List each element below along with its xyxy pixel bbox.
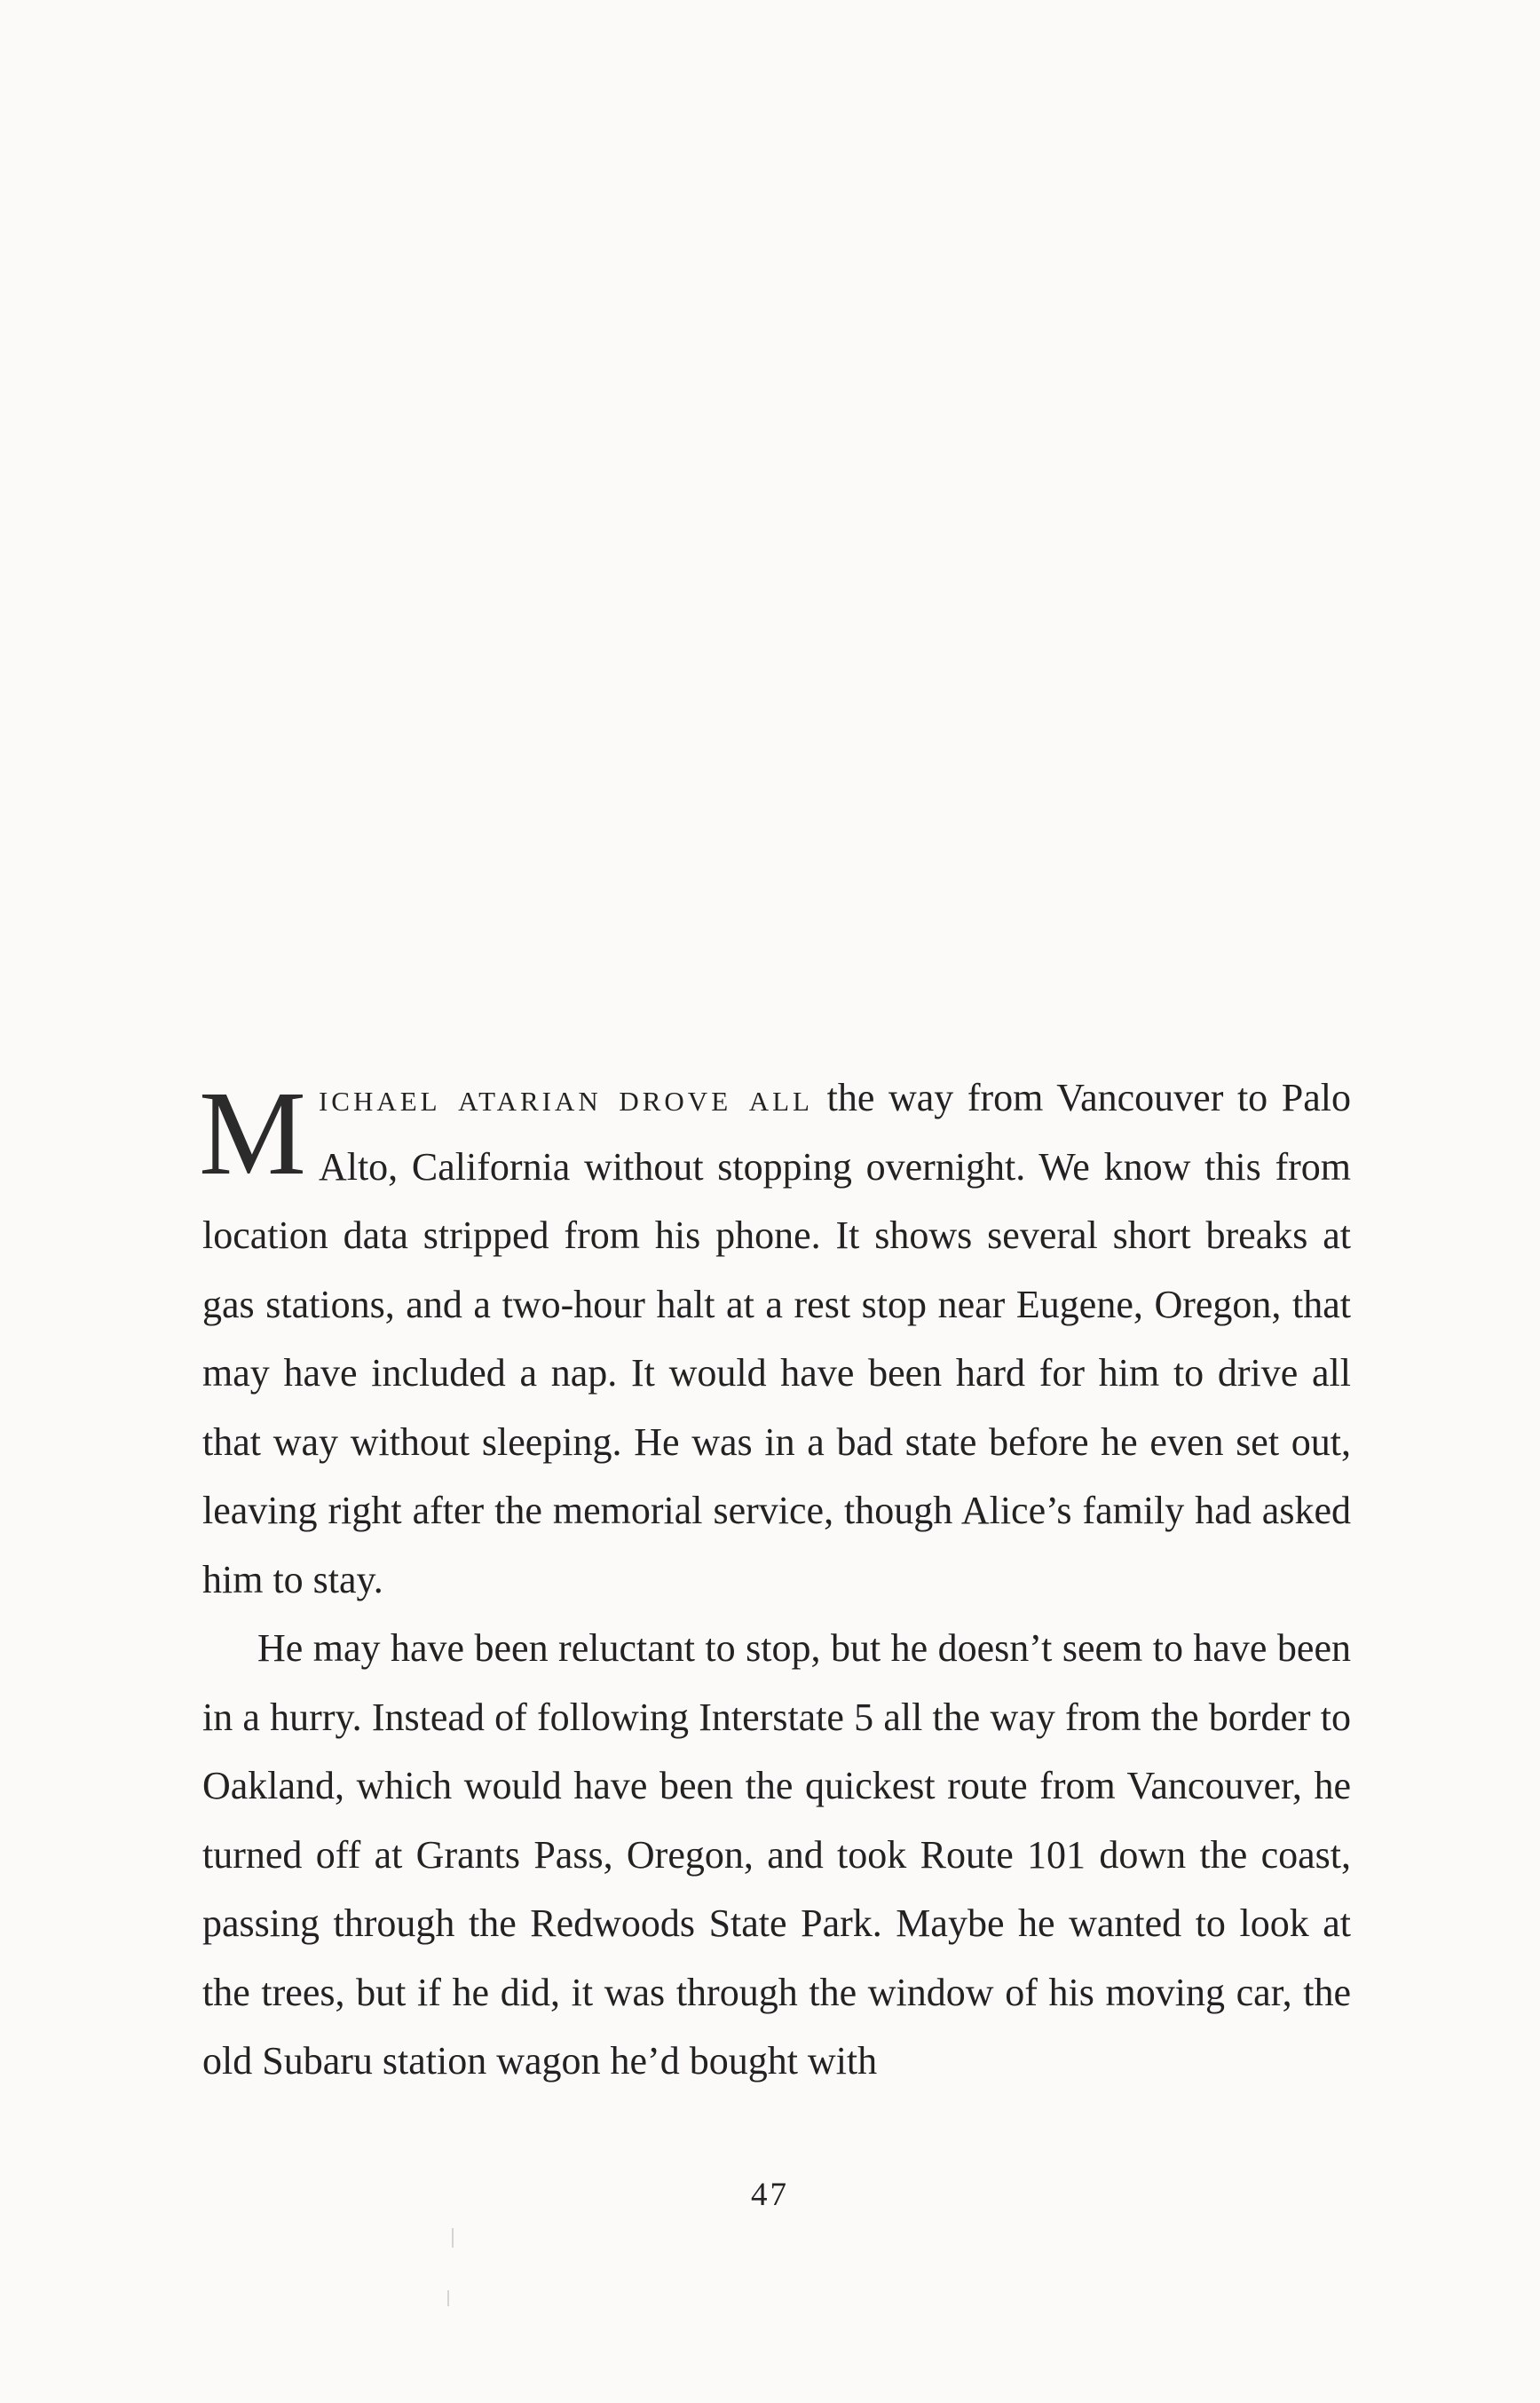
opening-paragraph	[199, 1063, 1351, 1614]
scan-mark	[452, 2228, 454, 2248]
page-number: 47	[751, 2177, 789, 2213]
drop-cap: M	[199, 1067, 306, 1200]
scan-mark	[447, 2290, 449, 2306]
lead-in-small-caps: ichael atarian drove all	[318, 1076, 813, 1119]
opening-paragraph-text: the way from Vancouver to Palo Alto, California without stopping overnight. We know this from location data stripped from his phone. It shows several short breaks at gas stations, and a two-hour halt at a rest stop near Eugene, Oregon, that may have included a nap. It would have been hard for him to drive all that way without sleeping. He was in a bad state before he even set out, leaving right after the memorial service, though Alice’s family had asked him to stay.	[202, 1076, 1351, 1601]
chapter-text	[199, 1063, 1351, 2096]
second-paragraph: He may have been reluctant to stop, but he doesn’t seem to have been in a hurry. Instead of following Interstate 5 all the way from the border to Oakland, which would have been the quickest route from Vancouver, he turned off at Grants Pass, Oregon, and took Route 101 down the coast, passing through the Redwoods State Park. Maybe he wanted to look at the trees, but if he did, it was through the window of his moving car, the old Subaru station wagon he’d bought with	[202, 1626, 1351, 2083]
